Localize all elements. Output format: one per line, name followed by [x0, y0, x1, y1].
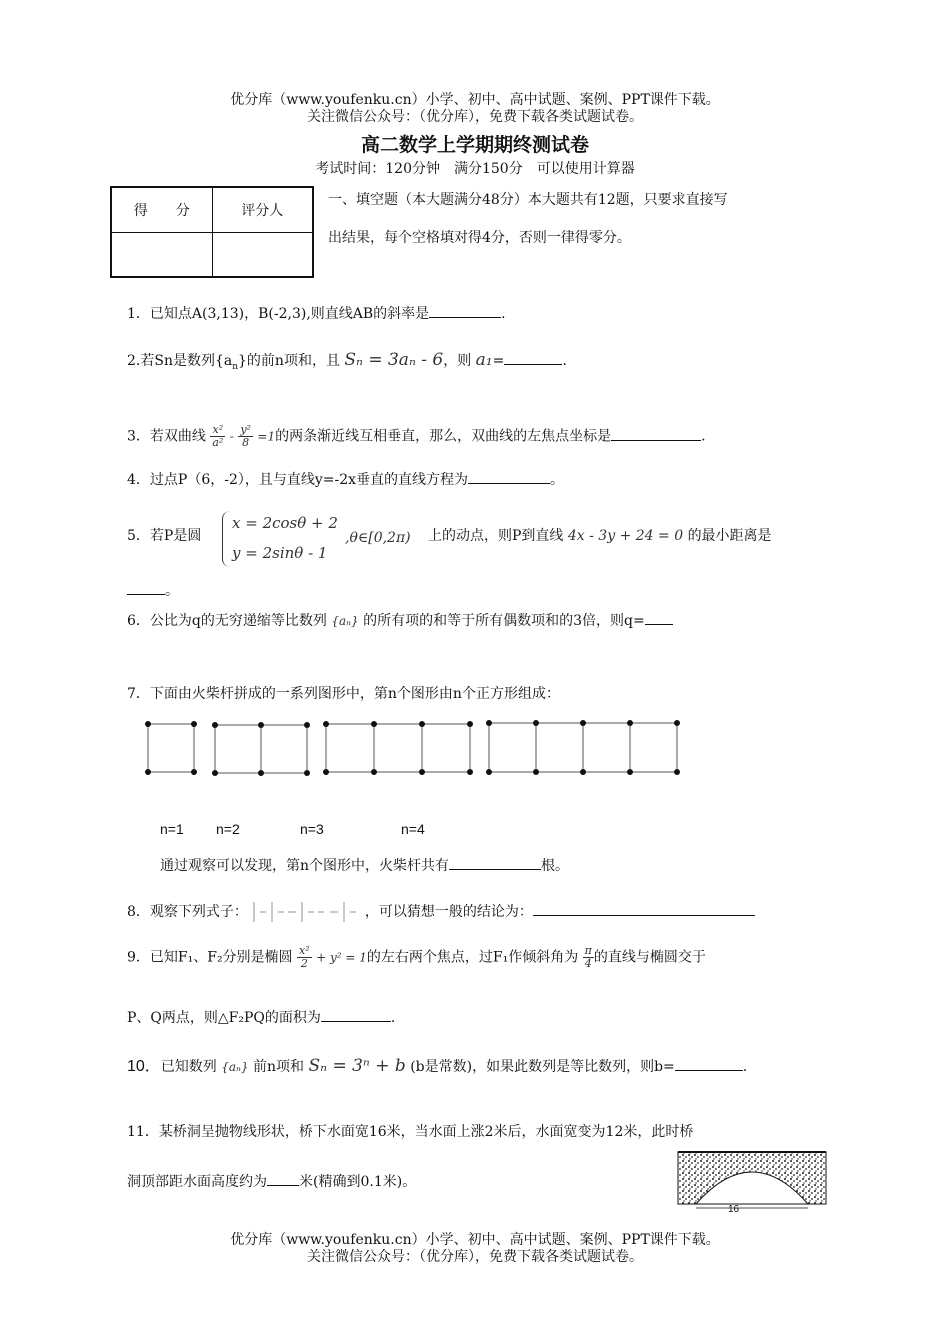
question-11-b: [127, 1171, 416, 1192]
q2-formula: Sₙ = 3aₙ - 6: [344, 350, 444, 370]
q2-a1: a₁: [475, 350, 493, 370]
answer-blank-11[interactable]: [267, 1171, 299, 1186]
q3-eq-one: =1: [257, 429, 276, 444]
q5-range: ,θ∈[0,2π): [345, 530, 411, 546]
q5-system-1: x = 2cosθ + 2: [232, 514, 338, 532]
question-6: [127, 610, 673, 631]
q10-text-b: 前n项和: [253, 1059, 305, 1075]
q10-text-a: 已知数列: [160, 1059, 217, 1075]
score-table: [110, 186, 314, 278]
q10-number: 10．: [127, 1058, 161, 1075]
q6-seq: {aₙ}: [331, 614, 359, 628]
header-line-2: 关注微信公众号：（优分库），免费下载各类试题试卷。: [307, 109, 643, 125]
answer-blank-1[interactable]: [429, 303, 501, 318]
figure-label-n4: n=4: [401, 821, 425, 837]
section-intro-2: 出结果，每个空格填对得4分，否则一律得零分。: [328, 230, 631, 246]
q9-ellipse-frac: $\frac{\text{x²}}{2}$: [299, 944, 310, 970]
bridge-arch-figure: [676, 1148, 828, 1214]
matchstick-figures: [140, 715, 690, 785]
question-3: [127, 424, 706, 449]
exam-info: 考试时间：120分钟 满分150分 可以使用计算器: [315, 161, 635, 177]
grader-header: 评分人: [212, 187, 313, 232]
q10-end: .: [742, 1059, 748, 1075]
q2-text-c: ，则: [443, 353, 472, 369]
q8-formula-image: [252, 897, 360, 927]
question-7-b: [160, 855, 569, 876]
question-4: [127, 469, 564, 490]
question-9: [127, 945, 706, 970]
q1-text: 1．已知点A(3,13)，B(-2,3),则直线AB的斜率是: [127, 306, 430, 322]
question-7: 7．下面由火柴杆拼成的一系列图形中，第n个图形由n个正方形组成：: [127, 686, 560, 702]
q5-system-2: y = 2sinθ - 1: [232, 544, 328, 562]
q11-text-b: 洞顶部距水面高度约为: [127, 1174, 267, 1190]
q2-end: .: [562, 353, 567, 369]
q8-text-b: ，可以猜想一般的结论为：: [364, 904, 533, 920]
q3-text-a: 3．若双曲线: [127, 428, 206, 445]
q3-minus: -: [229, 429, 234, 444]
question-2: [127, 350, 567, 377]
q6-text-b: 的所有项的和等于所有偶数项和的3倍，则q=: [363, 613, 645, 629]
answer-blank-2[interactable]: [504, 350, 562, 365]
answer-blank-5[interactable]: [127, 580, 165, 595]
answer-blank-3[interactable]: [611, 426, 701, 441]
q3-frac-x: $\frac{\text{x²}}{\text{a²}}$: [212, 423, 224, 449]
figure-label-n3: n=3: [300, 821, 324, 837]
answer-blank-9[interactable]: [321, 1007, 391, 1022]
bridge-width-label: 16: [728, 1204, 740, 1214]
section-intro-1: 一、填空题（本大题满分48分）本大题共有12题，只要求直接写: [328, 192, 728, 208]
question-9-b: [127, 1007, 395, 1028]
q6-text-a: 6．公比为q的无穷递缩等比数列: [127, 613, 327, 629]
q3-frac-y: $\frac{\text{y²}}{8}$: [240, 423, 251, 449]
q9-end: .: [390, 1010, 396, 1026]
q9-ellipse-rest: + y² = 1: [316, 950, 367, 965]
score-cell: [111, 232, 212, 277]
q5-text-c: 的最小距离是: [687, 528, 772, 544]
q5-text-b: 上的动点，则P到直线: [428, 528, 564, 544]
q9-text-c: 的直线与椭圆交于: [593, 949, 706, 966]
question-5-b: [428, 526, 772, 546]
question-5-text-a: 5．若P是圆: [127, 528, 202, 544]
q2-text-b: }的前n项和，且: [238, 353, 340, 369]
answer-blank-4[interactable]: [468, 469, 550, 484]
footer-line-1: 优分库（www.youfenku.cn）小学、初中、高中试题、案例、PPT课件下载。: [230, 1232, 720, 1248]
q9-text-a: 9．已知F₁、F₂分别是椭圆: [127, 949, 293, 966]
question-8: [127, 897, 755, 927]
answer-blank-7[interactable]: [449, 855, 541, 870]
q7-text-b: 通过观察可以发现，第n个图形中，火柴杆共有: [160, 858, 450, 874]
answer-blank-10[interactable]: [675, 1056, 743, 1071]
q9-angle-frac: $\frac{\pi}{4}$: [584, 944, 592, 970]
page-title: 高二数学上学期期终测试卷: [360, 134, 589, 156]
grader-cell: [212, 232, 313, 277]
answer-blank-8[interactable]: [533, 901, 755, 916]
q8-text-a: 8．观察下列式子：: [127, 904, 248, 920]
header-line-1: 优分库（www.youfenku.cn）小学、初中、高中试题、案例、PPT课件下载。: [230, 92, 720, 108]
question-10: [127, 1056, 747, 1077]
q2-sub: n: [232, 361, 239, 372]
q5-end: 。: [165, 583, 179, 599]
q10-formula: Sₙ = 3ⁿ + b: [308, 1056, 406, 1076]
figure-label-n1: n=1: [160, 821, 184, 837]
q10-text-c: (b是常数)，如果此数列是等比数列，则b=: [410, 1059, 675, 1075]
figure-label-n2: n=2: [216, 821, 240, 837]
q4-end: 。: [550, 472, 565, 488]
q3-text-b: 的两条渐近线互相垂直，那么，双曲线的左焦点坐标是: [275, 428, 612, 445]
q5-line: 4x - 3y + 24 = 0: [567, 528, 684, 544]
question-5-end: [127, 580, 179, 601]
question-11: 11．某桥洞呈抛物线形状，桥下水面宽16米，当水面上涨2米后，水面宽变为12米，此时桥: [127, 1124, 694, 1140]
score-header: 得 分: [111, 187, 212, 232]
q7-end: 根。: [541, 858, 570, 874]
answer-blank-6[interactable]: [645, 610, 673, 625]
q10-seq: {aₙ}: [221, 1060, 249, 1074]
q2-eq: =: [492, 353, 505, 369]
q11-text-c: 米(精确到0.1米)。: [299, 1174, 417, 1190]
footer-line-2: 关注微信公众号：（优分库），免费下载各类试题试卷。: [307, 1249, 643, 1265]
q1-end: .: [501, 306, 506, 322]
q9-text-b: 的左右两个焦点，过F₁作倾斜角为: [366, 949, 579, 966]
q2-text-a: 2.若Sn是数列{a: [127, 353, 233, 369]
q3-end: .: [701, 428, 706, 445]
question-1: [127, 303, 506, 324]
q4-text: 4．过点P（6，-2），且与直线y=-2x垂直的直线方程为: [127, 472, 469, 488]
q9-text-d: P、Q两点，则△F₂PQ的面积为: [127, 1010, 321, 1026]
